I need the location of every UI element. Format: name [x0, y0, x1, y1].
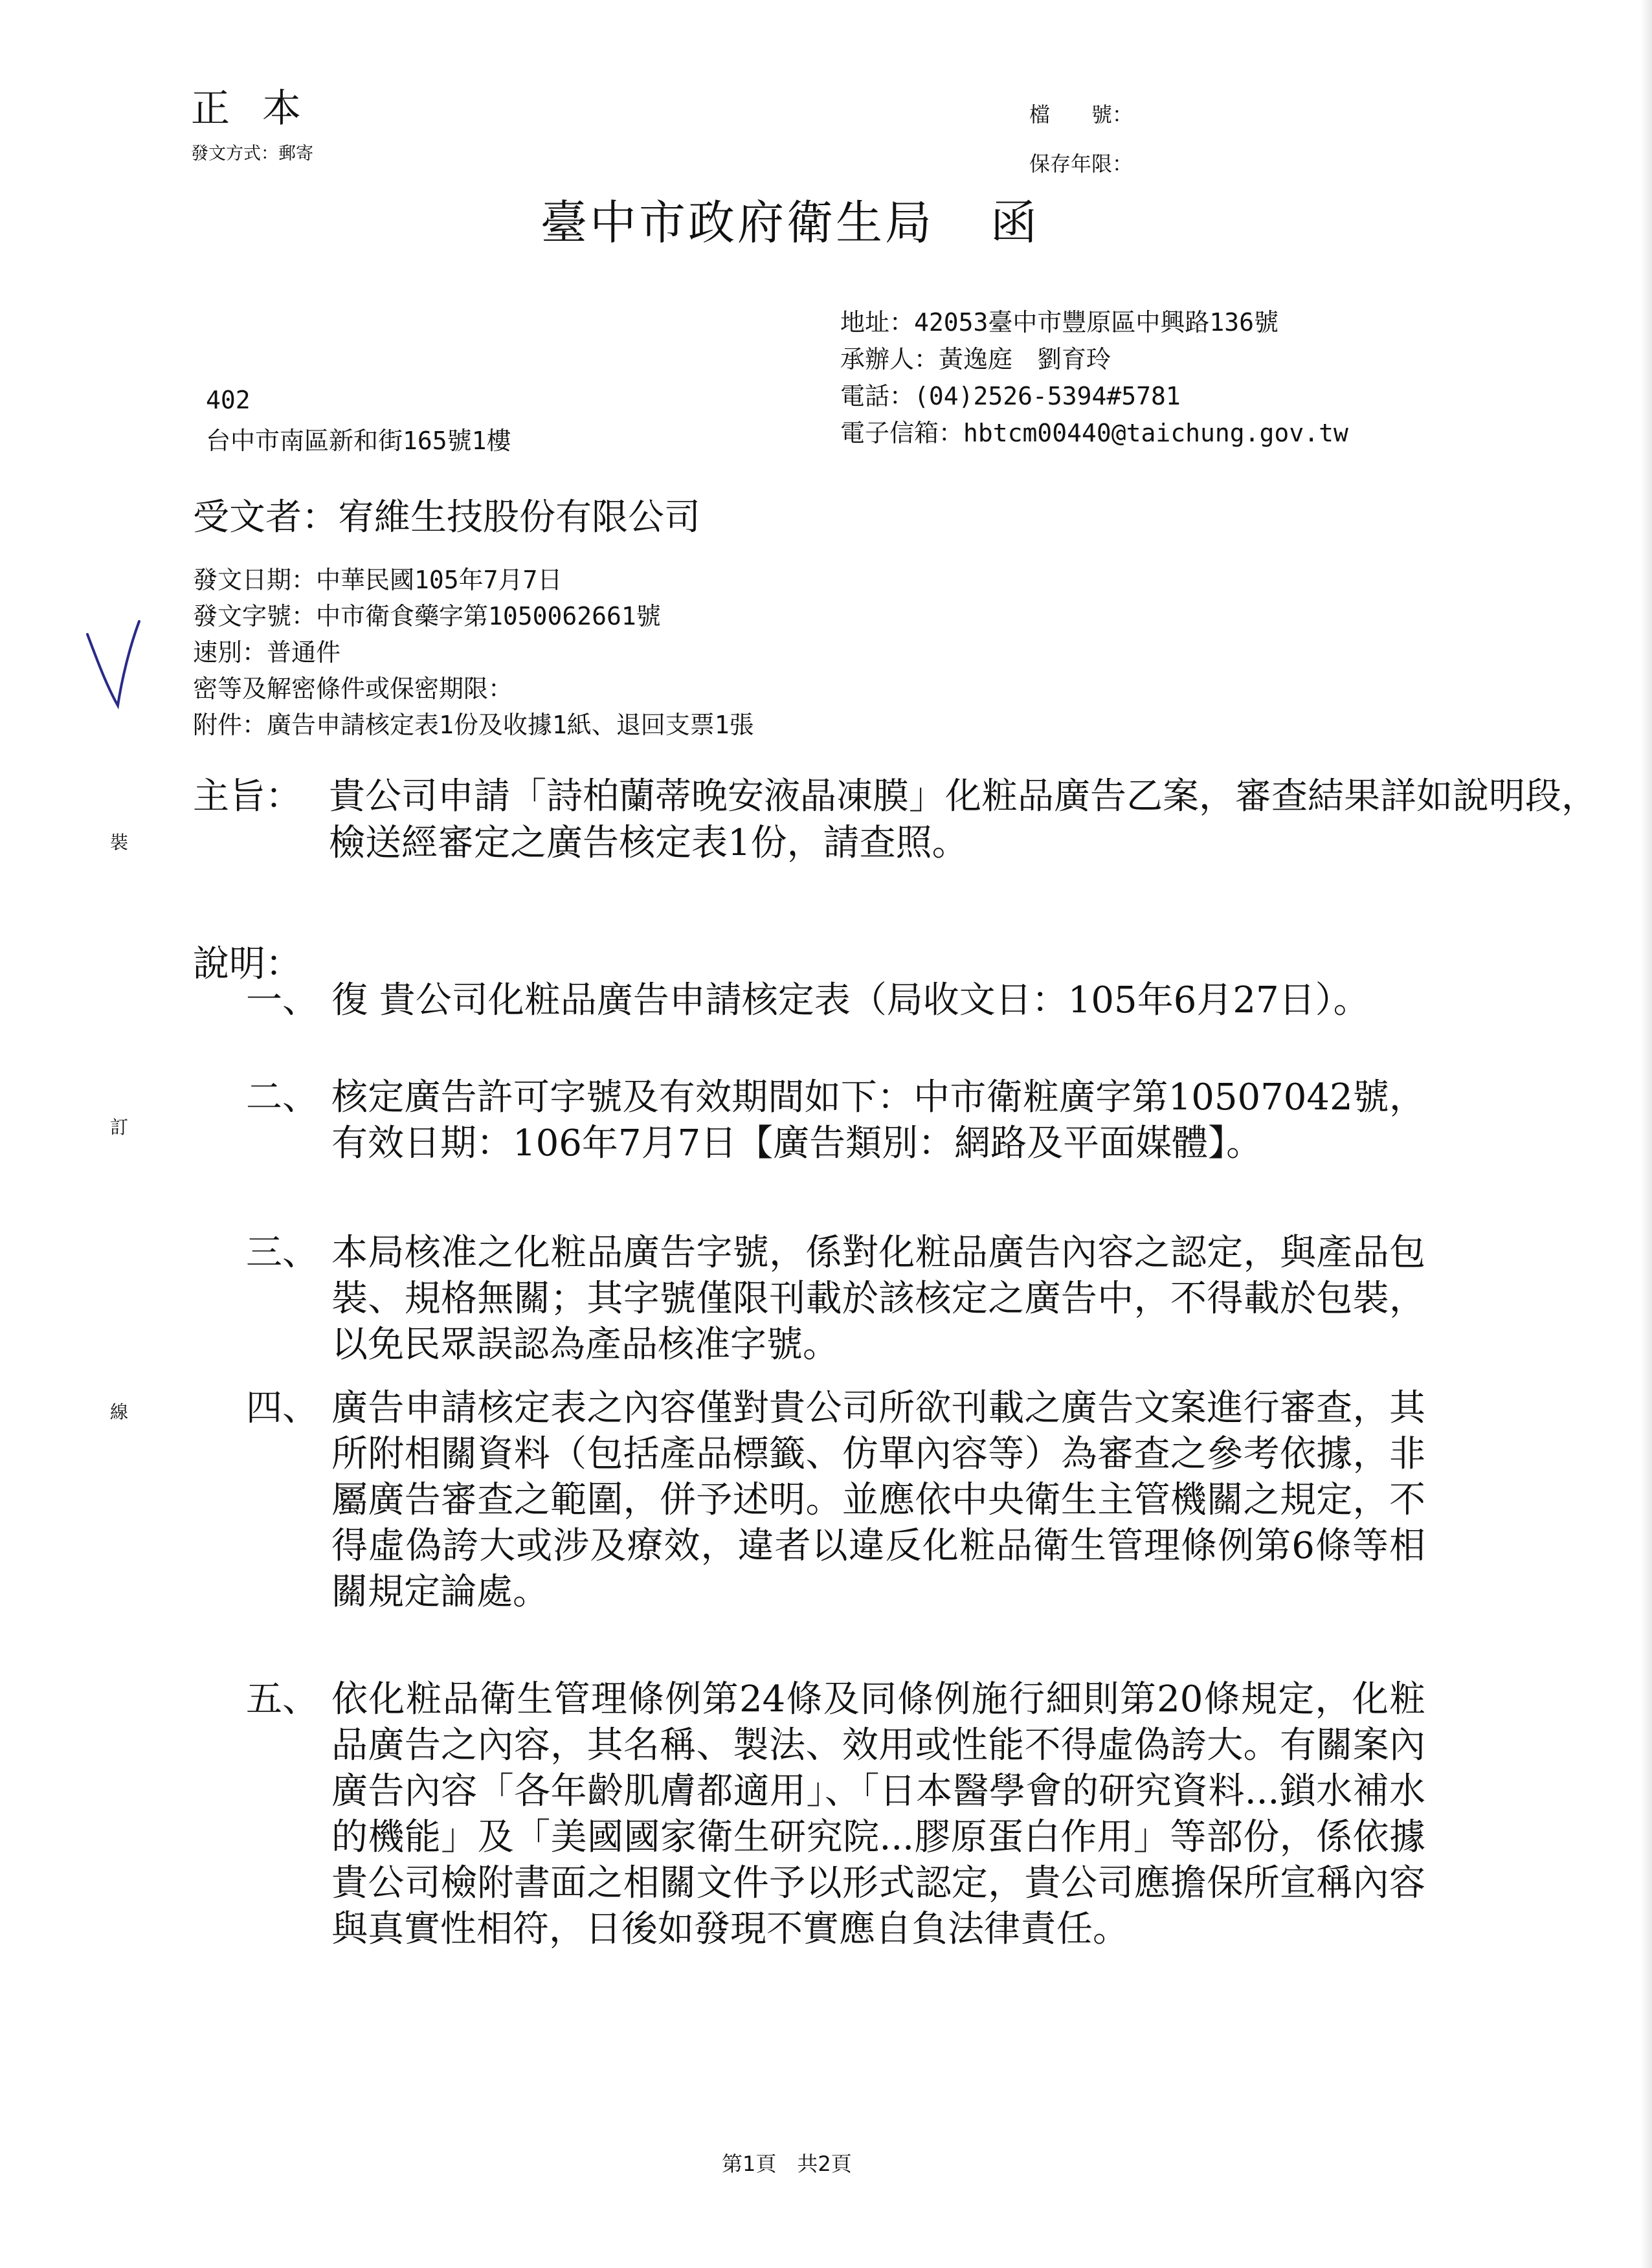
item-number: 五、 [246, 1678, 318, 1720]
recipient-postal-code: 402 [206, 386, 251, 414]
item-number: 三、 [246, 1232, 318, 1274]
subject-body: 貴公司申請「詩柏蘭蒂晚安液晶凍膜」化粧品廣告乙案，審查結果詳如說明段，檢送經審定之廣告核定表1份，請查照。 [329, 775, 1598, 864]
attachments: 附件：廣告申請核定表1份及收據1紙、退回支票1張 [193, 711, 754, 739]
recipient: 受文者：宥維生技股份有限公司 [193, 496, 700, 539]
retention-label: 保存年限： [1029, 151, 1133, 176]
item-text: 復 貴公司化粧品廣告申請核定表（局收文日：105年6月27日）。 [331, 979, 1370, 1021]
binding-mark-bottom: 線 [110, 1401, 129, 1423]
scan-edge [1640, 0, 1652, 2268]
sender-phone: 電話：(04)2526-5394#5781 [840, 382, 1181, 410]
copy-type: 正本 [191, 86, 333, 131]
secrecy-level: 密等及解密條件或保密期限： [193, 674, 513, 703]
sender-info [840, 304, 1348, 452]
item-number: 一、 [246, 979, 318, 1021]
document-type: 函 [990, 195, 1038, 250]
binding-mark-top: 裝 [110, 832, 129, 853]
item-text: 廣告申請核定表之內容僅對貴公司所欲刊載之廣告文案進行審查，其所附相關資料（包括產品標籤、仿單內容等）為審查之參考依據，非屬廣告審查之範圍，併予述明。並應依中央衛生主管機關之規定，不得虛偽誇大或涉及療效，違者以違反化粧品衛生管理條例第6條等相關規定論處。 [331, 1387, 1425, 1613]
explanation-label: 說明： [193, 943, 302, 985]
item-text: 依化粧品衛生管理條例第24條及同條例施行細則第20條規定，化粧品廣告之內容，其名稱、製法、效用或性能不得虛偽誇大。有關案內廣告內容「各年齡肌膚都適用」、「日本醫學會的研究資料...鎖水補水的機能」及「美國國家衛生研究院...膠原蛋白作用」等部份，係依據貴公司檢附書面之相關文件予以形式認定，貴公司應擔保所宣稱內容與真實性相符，日後如發現不實應自負法律責任。 [331, 1678, 1425, 1950]
page-number: 第1頁 共2頁 [722, 2151, 852, 2176]
subject-label: 主旨： [193, 775, 302, 817]
send-method: 發文方式：郵寄 [191, 144, 313, 164]
item-text: 核定廣告許可字號及有效期間如下：中市衛粧廣字第10507042號，有效日期：106年7月7日【廣告類別：網路及平面媒體】。 [331, 1076, 1425, 1164]
item-number: 四、 [246, 1387, 318, 1429]
file-number-label: 檔 號： [1029, 102, 1133, 127]
issue-number: 發文字號：中市衛食藥字第1050062661號 [193, 602, 661, 630]
sender-email: 電子信箱：hbtcm00440@taichung.gov.tw [840, 419, 1348, 447]
recipient-address: 台中市南區新和街165號1樓 [206, 427, 511, 455]
item-number: 二、 [246, 1076, 318, 1118]
item-text: 本局核准之化粧品廣告字號，係對化粧品廣告內容之認定，與產品包裝、規格無關；其字號僅限刊載於該核定之廣告中，不得載於包裝，以免民眾誤認為產品核准字號。 [331, 1232, 1425, 1366]
issue-date: 發文日期：中華民國105年7月7日 [193, 566, 563, 594]
handwritten-check-icon [78, 615, 149, 718]
sender-handler: 承辦人：黃逸庭 劉育玲 [840, 345, 1111, 373]
agency-title: 臺中市政府衛生局 [541, 195, 935, 250]
binding-mark-middle: 訂 [110, 1117, 129, 1138]
sender-address: 地址：42053臺中市豐原區中興路136號 [840, 308, 1279, 337]
document-meta [193, 562, 754, 743]
speed-class: 速別：普通件 [193, 638, 341, 667]
